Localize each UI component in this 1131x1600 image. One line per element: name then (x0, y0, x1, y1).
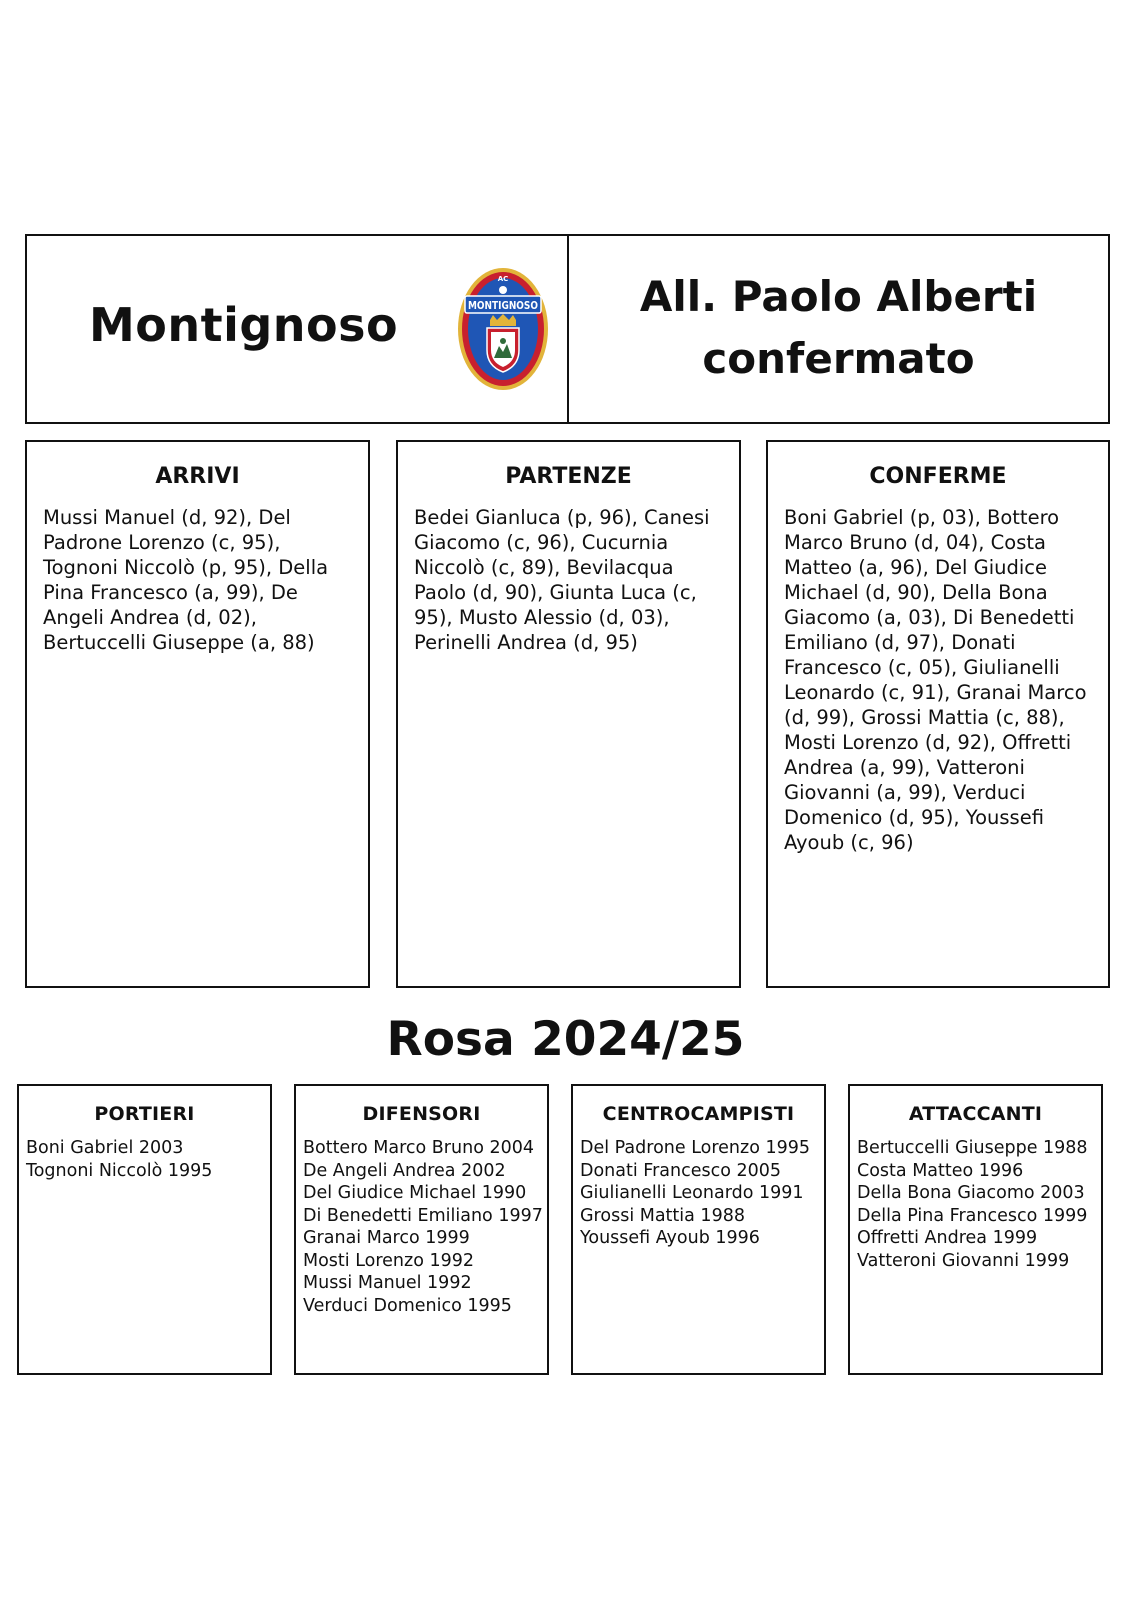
list-item: Mussi Manuel 1992 (303, 1273, 472, 1293)
portieri-box (17, 1084, 272, 1375)
team-name: Montignoso (89, 298, 399, 352)
list-item: Della Bona Giacomo 2003 (857, 1183, 1085, 1203)
coach-announcement (569, 266, 1108, 390)
conferme-title: CONFERME (869, 464, 1007, 489)
centrocampisti-list (573, 1137, 824, 1250)
arrivi-title: ARRIVI (155, 464, 240, 489)
list-item: Del Giudice Michael 1990 (303, 1183, 527, 1203)
list-item: De Angeli Andrea 2002 (303, 1160, 506, 1181)
partenze-title: PARTENZE (505, 464, 632, 489)
list-item: Youssefi Ayoub 1996 (580, 1228, 760, 1248)
logo-text-top: AC (497, 275, 509, 283)
list-item: Del Padrone Lorenzo 1995 (580, 1138, 811, 1158)
attaccanti-title: ATTACCANTI (908, 1103, 1043, 1125)
team-crest-logo (457, 266, 549, 392)
list-item: Bertuccelli Giuseppe 1988 (857, 1138, 1088, 1158)
list-item: Mosti Lorenzo 1992 (303, 1250, 475, 1271)
attaccanti-list (850, 1137, 1101, 1272)
list-item: Grossi Mattia 1988 (580, 1205, 745, 1226)
portieri-title: PORTIERI (94, 1103, 195, 1125)
centrocampisti-title: CENTROCAMPISTI (602, 1103, 795, 1125)
list-item: Costa Matteo 1996 (857, 1160, 1024, 1181)
coach-line-2: confermato (702, 334, 975, 383)
coach-header-box (567, 234, 1110, 424)
partenze-list: Bedei Gianluca (p, 96), Canesi Giacomo (c, 96), Cucurnia Niccolò (c, 89), Bevilacqua Paolo (d, 90), Giunta Luca (c, 95), Musto Alessio (d, 03), Perinelli Andrea (d, 95) (414, 506, 710, 654)
list-item: Verduci Domenico 1995 (303, 1295, 512, 1316)
list-item: Offretti Andrea 1999 (857, 1228, 1038, 1248)
list-item: Granai Marco 1999 (303, 1228, 470, 1248)
list-item: Di Benedetti Emiliano 1997 (303, 1205, 543, 1226)
difensori-box (294, 1084, 549, 1375)
arrivi-list: Mussi Manuel (d, 92), Del Padrone Lorenzo (c, 95), Tognoni Niccolò (p, 95), Della Pina Francesco (a, 99), De Angeli Andrea (d, 02), Bertuccelli Giuseppe (a, 88) (43, 506, 329, 654)
logo-band-text: MONTIGNOSO (468, 300, 539, 312)
partenze-box (396, 440, 741, 988)
difensori-list (296, 1137, 547, 1317)
arrivi-box (25, 440, 370, 988)
conferme-list: Boni Gabriel (p, 03), Bottero Marco Bruno (d, 04), Costa Matteo (a, 96), Del Giudice Michael (d, 90), Della Bona Giacomo (a, 03), Di Benedetti Emiliano (d, 97), Donati Francesco (c, 05), Giulianelli Leonardo (c, 91), Granai Marco (d, 99), Grossi Mattia (c, 88), Mosti Lorenzo (d, 92), Offretti Andrea (a, 99), Vatteroni Giovanni (a, 99), Verduci Domenico (d, 95), Youssefi Ayoub (c, 96) (784, 506, 1087, 854)
list-item: Donati Francesco 2005 (580, 1160, 782, 1181)
list-item: Giulianelli Leonardo 1991 (580, 1183, 804, 1203)
football-icon (499, 286, 507, 294)
team-header-box (25, 234, 569, 424)
crown-icon (490, 320, 516, 326)
list-item: Boni Gabriel 2003 (26, 1138, 184, 1158)
portieri-list (19, 1137, 270, 1182)
list-item: Tognoni Niccolò 1995 (26, 1160, 213, 1181)
difensori-title: DIFENSORI (362, 1103, 481, 1125)
centrocampisti-box (571, 1084, 826, 1375)
rosa-title: Rosa 2024/25 (386, 1012, 745, 1067)
list-item: Vatteroni Giovanni 1999 (857, 1250, 1070, 1271)
list-item: Bottero Marco Bruno 2004 (303, 1138, 534, 1158)
attaccanti-box (848, 1084, 1103, 1375)
list-item: Della Pina Francesco 1999 (857, 1205, 1088, 1226)
conferme-box (766, 440, 1110, 988)
coach-line-1: All. Paolo Alberti (639, 272, 1038, 321)
